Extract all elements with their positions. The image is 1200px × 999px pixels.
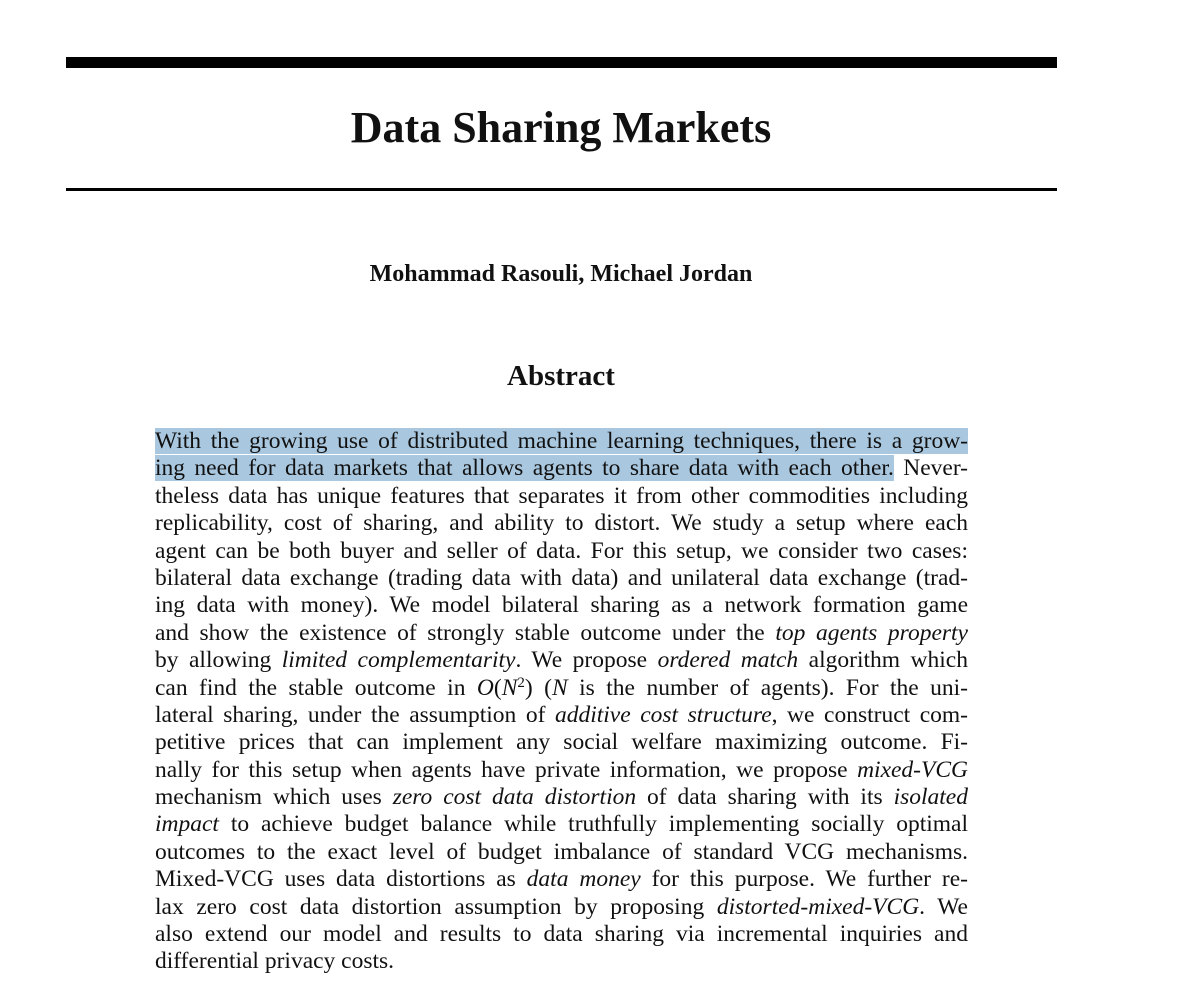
abstract-line[interactable]: can find the stable outcome in $O(N^2)$ (N is the number of agents). For the uni- — [155, 674, 969, 701]
abstract-line[interactable]: also extend our model and results to data sharing via incremental inquiries and — [155, 921, 968, 948]
emphasis-term: ordered match — [657, 647, 799, 674]
abstract-line[interactable]: theless data has unique features that separates it from other commodities including — [155, 482, 968, 509]
math-symbol: N — [552, 674, 568, 701]
abstract-line[interactable]: agent can be both buyer and seller of data. For this setup, we consider two cases: — [155, 537, 968, 564]
abstract-line[interactable] — [155, 428, 968, 455]
emphasis-term: impact — [155, 811, 219, 838]
top-thick-rule — [66, 57, 1057, 68]
author-list[interactable]: Mohammad Rasouli, Michael Jordan — [369, 261, 753, 287]
abstract-line[interactable]: lax zero cost data distortion assumption by proposing distorted-mixed-VCG. We — [155, 893, 968, 920]
emphasis-term: data money — [526, 866, 641, 893]
math-symbol: N — [501, 674, 518, 701]
selected-text[interactable]: With the growing use of distributed machine learning techniques, there is a grow- — [155, 428, 968, 454]
abstract-line[interactable]: lateral sharing, under the assumption of additive cost structure, we construct com- — [155, 701, 969, 728]
math-exponent: 2 — [517, 674, 525, 691]
abstract-body[interactable] — [155, 428, 968, 976]
abstract-line[interactable]: bilateral data exchange (trading data with data) and unilateral data exchange (trad- — [155, 564, 968, 591]
emphasis-term: zero cost data distortion — [392, 784, 637, 811]
emphasis-term: limited complementarity — [281, 647, 516, 674]
abstract-line[interactable]: impact to achieve budget balance while truthfully implementing socially optimal — [155, 811, 968, 838]
abstract-line[interactable]: mechanism which uses zero cost data distortion of data sharing with its isolated — [155, 784, 968, 811]
abstract-line[interactable]: and show the existence of strongly stable outcome under the top agents property — [155, 619, 968, 646]
emphasis-term: additive cost structure — [554, 701, 772, 728]
math-symbol: O — [476, 674, 494, 701]
selected-text[interactable]: ing need for data markets that allows agents to share data with each other. — [155, 455, 894, 482]
emphasis-term: distorted-mixed-VCG — [716, 893, 920, 920]
abstract-line[interactable]: differential privacy costs. — [155, 948, 395, 975]
abstract-line[interactable]: replicability, cost of sharing, and ability to distort. We study a setup where each — [155, 510, 968, 537]
title-bottom-rule — [66, 188, 1057, 191]
emphasis-term: top agents property — [775, 619, 968, 646]
abstract-line[interactable]: outcomes to the exact level of budget imbalance of standard VCG mechanisms. — [155, 838, 968, 865]
abstract-line[interactable]: nally for this setup when agents have private information, we propose mixed-VCG — [155, 756, 968, 783]
abstract-line[interactable]: by allowing limited complementarity. We propose ordered match algorithm which — [155, 647, 968, 674]
emphasis-term: isolated — [893, 784, 968, 811]
abstract-line[interactable]: petitive prices that can implement any social welfare maximizing outcome. Fi- — [155, 729, 968, 756]
abstract-line[interactable]: Mixed-VCG uses data distortions as data money for this purpose. We further re- — [155, 866, 968, 893]
abstract-line[interactable]: ing need for data markets that allows agents to share data with each other. Never- — [155, 455, 969, 482]
abstract-line[interactable]: ing data with money). We model bilateral sharing as a network formation game — [155, 592, 968, 619]
emphasis-term: mixed-VCG — [857, 756, 968, 783]
paper-title[interactable]: Data Sharing Markets — [350, 103, 772, 152]
abstract-heading[interactable]: Abstract — [507, 360, 615, 392]
